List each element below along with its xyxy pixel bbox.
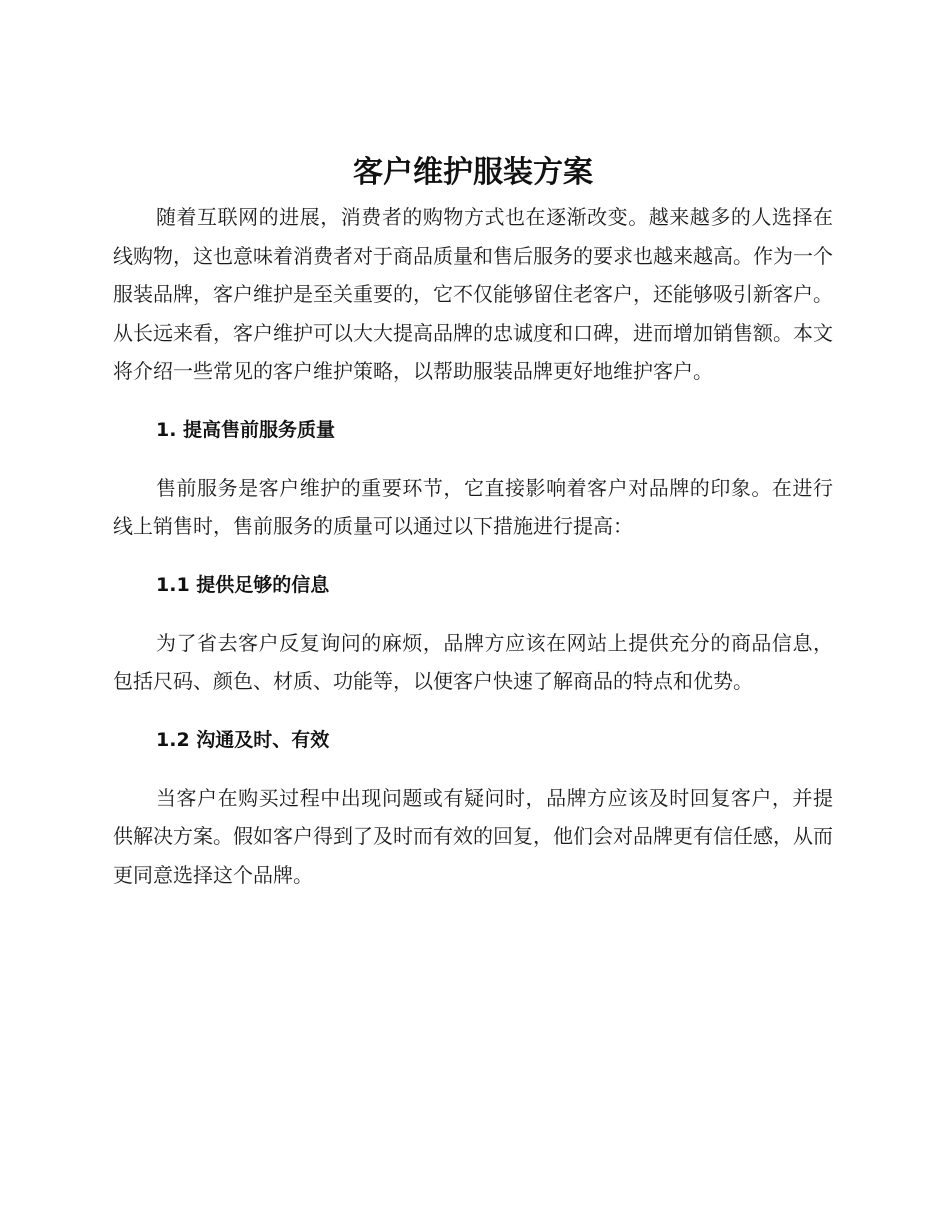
intro-paragraph: 随着互联网的进展，消费者的购物方式也在逐渐改变。越来越多的人选择在线购物，这也意味着消费者对于商品质量和售后服务的要求也越来越高。作为一个服装品牌，客户维护是至关重要的，它不仅能够留住老客户，还能够吸引新客户。从长远来看，客户维护可以大大提高品牌的忠诚度和口碑，进而增加销售额。本文将介绍一些常见的客户维护策略，以帮助服装品牌更好地维护客户。	[113, 205, 833, 383]
section-paragraph-1-1: 为了省去客户反复询问的麻烦，品牌方应该在网站上提供充分的商品信息，包括尺码、颜色、材质、功能等，以便客户快速了解商品的特点和优势。	[113, 630, 833, 693]
section-paragraph-1-2: 当客户在购买过程中出现问题或有疑问时，品牌方应该及时回复客户，并提供解决方案。假如客户得到了及时而有效的回复，他们会对品牌更有信任感，从而更同意选择这个品牌。	[113, 785, 833, 887]
section-paragraph-1: 售前服务是客户维护的重要环节，它直接影响着客户对品牌的印象。在进行线上销售时，售前服务的质量可以通过以下措施进行提高：	[113, 475, 833, 538]
document-body	[113, 148, 833, 894]
section-heading-1: 1. 提高售前服务质量	[156, 418, 336, 441]
document-title: 客户维护服装方案	[353, 155, 593, 190]
section-heading-1-1: 1.1 提供足够的信息	[156, 573, 330, 596]
section-heading-1-2: 1.2 沟通及时、有效	[156, 728, 330, 751]
